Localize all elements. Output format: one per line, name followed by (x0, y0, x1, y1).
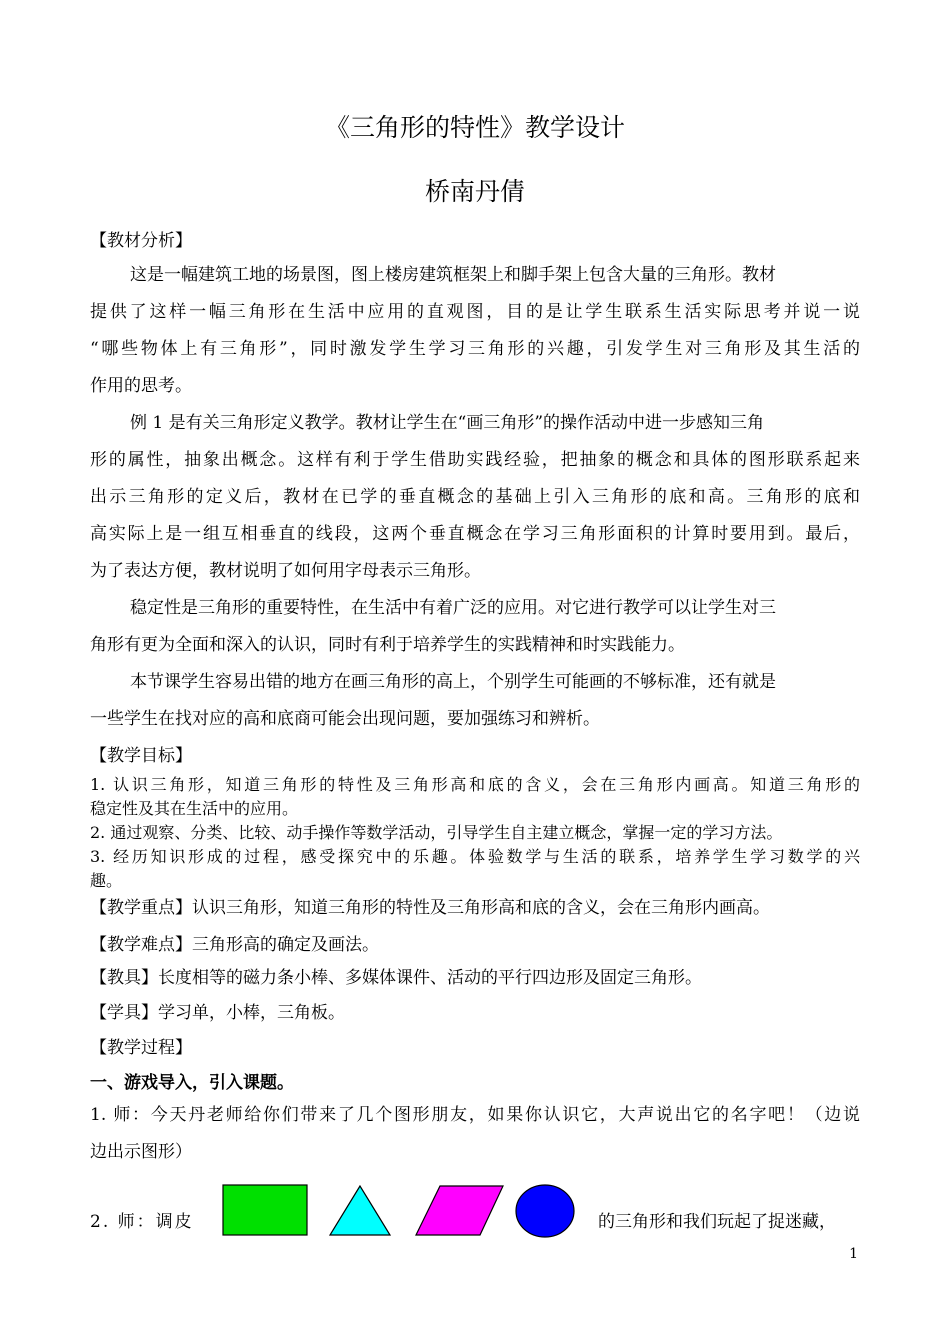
section-heading-analysis: 【教材分析】 (90, 231, 192, 251)
paragraph-line: 形的属性，抽象出概念。这样有利于学生借助实践经验，把抽象的概念和具体的图形联系起来 (90, 450, 860, 470)
goal-line: 3. 经历知识形成的过程，感受探究中的乐趣。体验数学与生活的联系，培养学生学习数学的兴 (90, 847, 860, 866)
paragraph-line: 高实际上是一组互相垂直的线段，这两个垂直概念在学习三角形面积的计算时要用到。最后， (90, 524, 860, 544)
goal-line: 1. 认识三角形，知道三角形的特性及三角形高和底的含义，会在三角形内画高。知道三角形的 (90, 775, 860, 794)
paragraph-line: 为了表达方便，教材说明了如何用字母表示三角形。 (90, 561, 481, 581)
step-2-text-left: 2. 师：调皮 (90, 1212, 194, 1232)
document-title: 《三角形的特性》教学设计 (324, 113, 625, 142)
green-square-icon (223, 1185, 307, 1235)
part-heading: 一、游戏导入，引入课题。 (90, 1073, 294, 1093)
paragraph-line: 本节课学生容易出错的地方在画三角形的高上，个别学生可能画的不够标准，还有就是 (130, 672, 776, 692)
magenta-parallelogram-icon (416, 1186, 503, 1235)
paragraph-line: 稳定性是三角形的重要特性，在生活中有着广泛的应用。对它进行教学可以让学生对三 (130, 598, 776, 618)
paragraph-line: 角形有更为全面和深入的认识，同时有利于培养学生的实践精神和时实践能力。 (90, 635, 685, 655)
shape-figures (220, 1182, 585, 1242)
step-2-text-right: 的三角形和我们玩起了捉迷藏， (598, 1212, 836, 1232)
section-heading-process: 【教学过程】 (90, 1038, 192, 1058)
step-line: 边出示图形） (90, 1142, 192, 1162)
goal-line: 2. 通过观察、分类、比较、动手操作等数学活动，引导学生自主建立概念，掌握一定的学习方法。 (90, 823, 783, 842)
blue-circle-icon (516, 1185, 574, 1237)
goal-line: 稳定性及其在生活中的应用。 (90, 799, 299, 818)
student-tools: 【学具】学习单，小棒，三角板。 (90, 1003, 345, 1023)
paragraph-line: 提供了这样一幅三角形在生活中应用的直观图，目的是让学生联系生活实际思考并说一说 (90, 302, 860, 322)
key-point: 【教学重点】认识三角形，知道三角形的特性及三角形高和底的含义，会在三角形内画高。 (90, 898, 770, 918)
step-line: 1. 师：今天丹老师给你们带来了几个图形朋友，如果你认识它，大声说出它的名字吧！（边说 (90, 1105, 860, 1125)
section-heading-goals: 【教学目标】 (90, 746, 192, 766)
paragraph-line: 作用的思考。 (90, 376, 192, 396)
page-number: 1 (849, 1246, 858, 1262)
cyan-triangle-icon (330, 1186, 390, 1235)
paragraph-line: 出示三角形的定义后，教材在已学的垂直概念的基础上引入三角形的底和高。三角形的底和 (90, 487, 860, 507)
teaching-tools: 【教具】长度相等的磁力条小棒、多媒体课件、活动的平行四边形及固定三角形。 (90, 968, 702, 988)
paragraph-line: 例 1 是有关三角形定义教学。教材让学生在“画三角形”的操作活动中进一步感知三角 (130, 413, 765, 433)
goal-line: 趣。 (90, 871, 123, 890)
difficulty: 【教学难点】三角形高的确定及画法。 (90, 935, 379, 955)
document-author: 桥南丹倩 (424, 177, 525, 206)
paragraph-line: 这是一幅建筑工地的场景图，图上楼房建筑框架上和脚手架上包含大量的三角形。教材 (130, 265, 776, 285)
paragraph-line: “哪些物体上有三角形”，同时激发学生学习三角形的兴趣，引发学生对三角形及其生活的 (90, 339, 860, 359)
paragraph-line: 一些学生在找对应的高和底商可能会出现问题，要加强练习和辨析。 (90, 709, 600, 729)
